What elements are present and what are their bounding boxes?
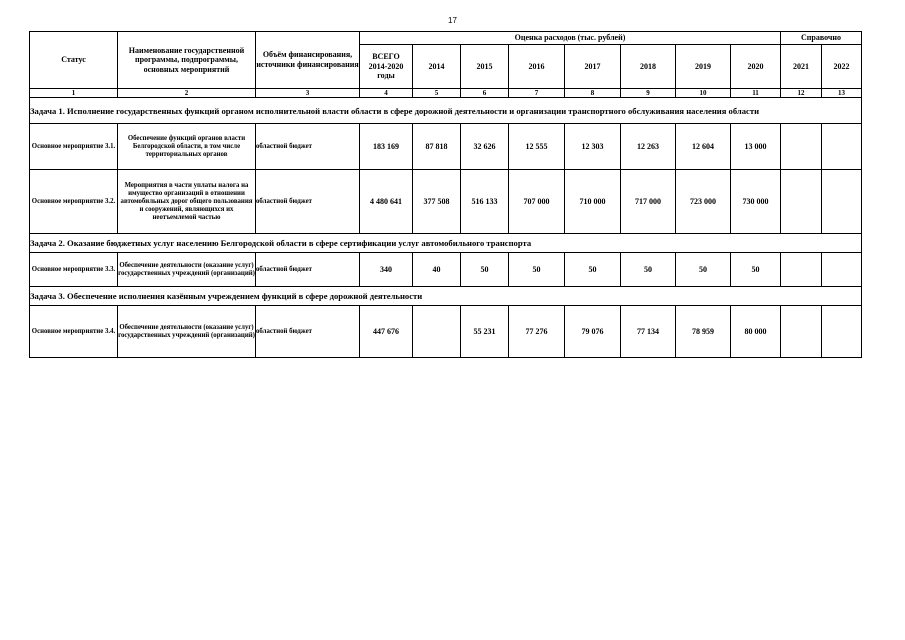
header-year: 2016 xyxy=(509,45,565,89)
row-value: 50 xyxy=(461,253,509,287)
column-number-row xyxy=(30,89,862,98)
row-name: Обеспечение деятельности (оказание услуг) государственных учреждений (организаций) xyxy=(118,253,256,287)
row-source: областной бюджет xyxy=(256,253,360,287)
row-value: 13 000 xyxy=(731,124,781,170)
row-name: Обеспечение функций органов власти Белгородской области, в том числе территориальных органов xyxy=(118,124,256,170)
row-value: 32 626 xyxy=(461,124,509,170)
task-heading: Задача 2. Оказание бюджетных услуг населению Белгородской области в сфере сертификации услуг автомобильного транспорта xyxy=(30,234,862,253)
row-ref-value xyxy=(822,306,862,358)
column-number: 1 xyxy=(30,89,118,98)
header-year: 2018 xyxy=(621,45,676,89)
header-estimate: Оценка расходов (тыс. рублей) xyxy=(360,32,781,45)
row-source: областной бюджет xyxy=(256,170,360,234)
row-value: 50 xyxy=(621,253,676,287)
row-value: 12 263 xyxy=(621,124,676,170)
column-number: 4 xyxy=(360,89,413,98)
row-ref-value xyxy=(781,170,822,234)
column-number: 9 xyxy=(621,89,676,98)
row-value: 50 xyxy=(731,253,781,287)
header-total-line1: ВСЕГО xyxy=(372,52,400,62)
header-year: 2019 xyxy=(676,45,731,89)
row-ref-value xyxy=(781,124,822,170)
header-reference: Справочно xyxy=(781,32,862,45)
column-number: 13 xyxy=(822,89,862,98)
column-number: 11 xyxy=(731,89,781,98)
row-status: Основное мероприятие 3.4. xyxy=(30,306,118,358)
row-name: Обеспечение деятельности (оказание услуг) государственных учреждений (организаций) xyxy=(118,306,256,358)
column-number: 6 xyxy=(461,89,509,98)
row-ref-value xyxy=(781,306,822,358)
row-ref-value xyxy=(822,170,862,234)
row-value: 723 000 xyxy=(676,170,731,234)
header-status: Статус xyxy=(30,32,118,89)
row-name: Мероприятия в части уплаты налога на имущество организаций в отношении автомобильных дорог общего пользования и сооружений, являющихся их неотъемлемой частью xyxy=(118,170,256,234)
row-value: 12 303 xyxy=(565,124,621,170)
header-year: 2020 xyxy=(731,45,781,89)
column-number: 2 xyxy=(118,89,256,98)
row-value: 183 169 xyxy=(360,124,413,170)
header-total xyxy=(360,45,413,89)
row-value: 50 xyxy=(676,253,731,287)
header-name: Наименование государственной программы, подпрограммы, основных мероприятий xyxy=(118,32,256,89)
row-value: 78 959 xyxy=(676,306,731,358)
row-source: областной бюджет xyxy=(256,306,360,358)
column-number: 10 xyxy=(676,89,731,98)
column-number: 8 xyxy=(565,89,621,98)
task-heading: Задача 3. Обеспечение исполнения казённым учреждением функций в сфере дорожной деятельности xyxy=(30,287,862,306)
budget-table xyxy=(29,31,862,358)
row-value: 710 000 xyxy=(565,170,621,234)
row-status: Основное мероприятие 3.3. xyxy=(30,253,118,287)
column-number: 3 xyxy=(256,89,360,98)
table-row xyxy=(30,124,862,170)
row-status: Основное мероприятие 3.2. xyxy=(30,170,118,234)
row-status: Основное мероприятие 3.1. xyxy=(30,124,118,170)
row-value: 87 818 xyxy=(413,124,461,170)
row-value: 80 000 xyxy=(731,306,781,358)
row-value: 12 555 xyxy=(509,124,565,170)
row-value: 730 000 xyxy=(731,170,781,234)
row-value: 707 000 xyxy=(509,170,565,234)
header-year: 2014 xyxy=(413,45,461,89)
row-value: 50 xyxy=(509,253,565,287)
row-value: 340 xyxy=(360,253,413,287)
table-row xyxy=(30,253,862,287)
row-value xyxy=(413,306,461,358)
row-ref-value xyxy=(822,253,862,287)
row-ref-value xyxy=(822,124,862,170)
row-value: 40 xyxy=(413,253,461,287)
header-year: 2015 xyxy=(461,45,509,89)
row-value: 50 xyxy=(565,253,621,287)
header-ref-year: 2022 xyxy=(822,45,862,89)
column-number: 5 xyxy=(413,89,461,98)
row-value: 77 276 xyxy=(509,306,565,358)
row-value: 79 076 xyxy=(565,306,621,358)
task-heading: Задача 1. Исполнение государственных функций органом исполнительной власти области в сфере дорожной деятельности и организации транспортного обслуживания населения области xyxy=(30,98,862,124)
row-value: 516 133 xyxy=(461,170,509,234)
row-value: 12 604 xyxy=(676,124,731,170)
header-volume: Объём финансирования, источники финансирования xyxy=(256,32,360,89)
column-number: 7 xyxy=(509,89,565,98)
row-ref-value xyxy=(781,253,822,287)
page-number: 17 xyxy=(448,16,457,25)
header-ref-year: 2021 xyxy=(781,45,822,89)
table-row xyxy=(30,306,862,358)
header-total-line2: 2014-2020 xyxy=(368,61,404,71)
header-total-line3: годы xyxy=(377,71,395,81)
row-value: 77 134 xyxy=(621,306,676,358)
row-source: областной бюджет xyxy=(256,124,360,170)
row-value: 447 676 xyxy=(360,306,413,358)
header-year: 2017 xyxy=(565,45,621,89)
table-row xyxy=(30,170,862,234)
row-value: 55 231 xyxy=(461,306,509,358)
row-value: 377 508 xyxy=(413,170,461,234)
row-value: 4 480 641 xyxy=(360,170,413,234)
column-number: 12 xyxy=(781,89,822,98)
row-value: 717 000 xyxy=(621,170,676,234)
